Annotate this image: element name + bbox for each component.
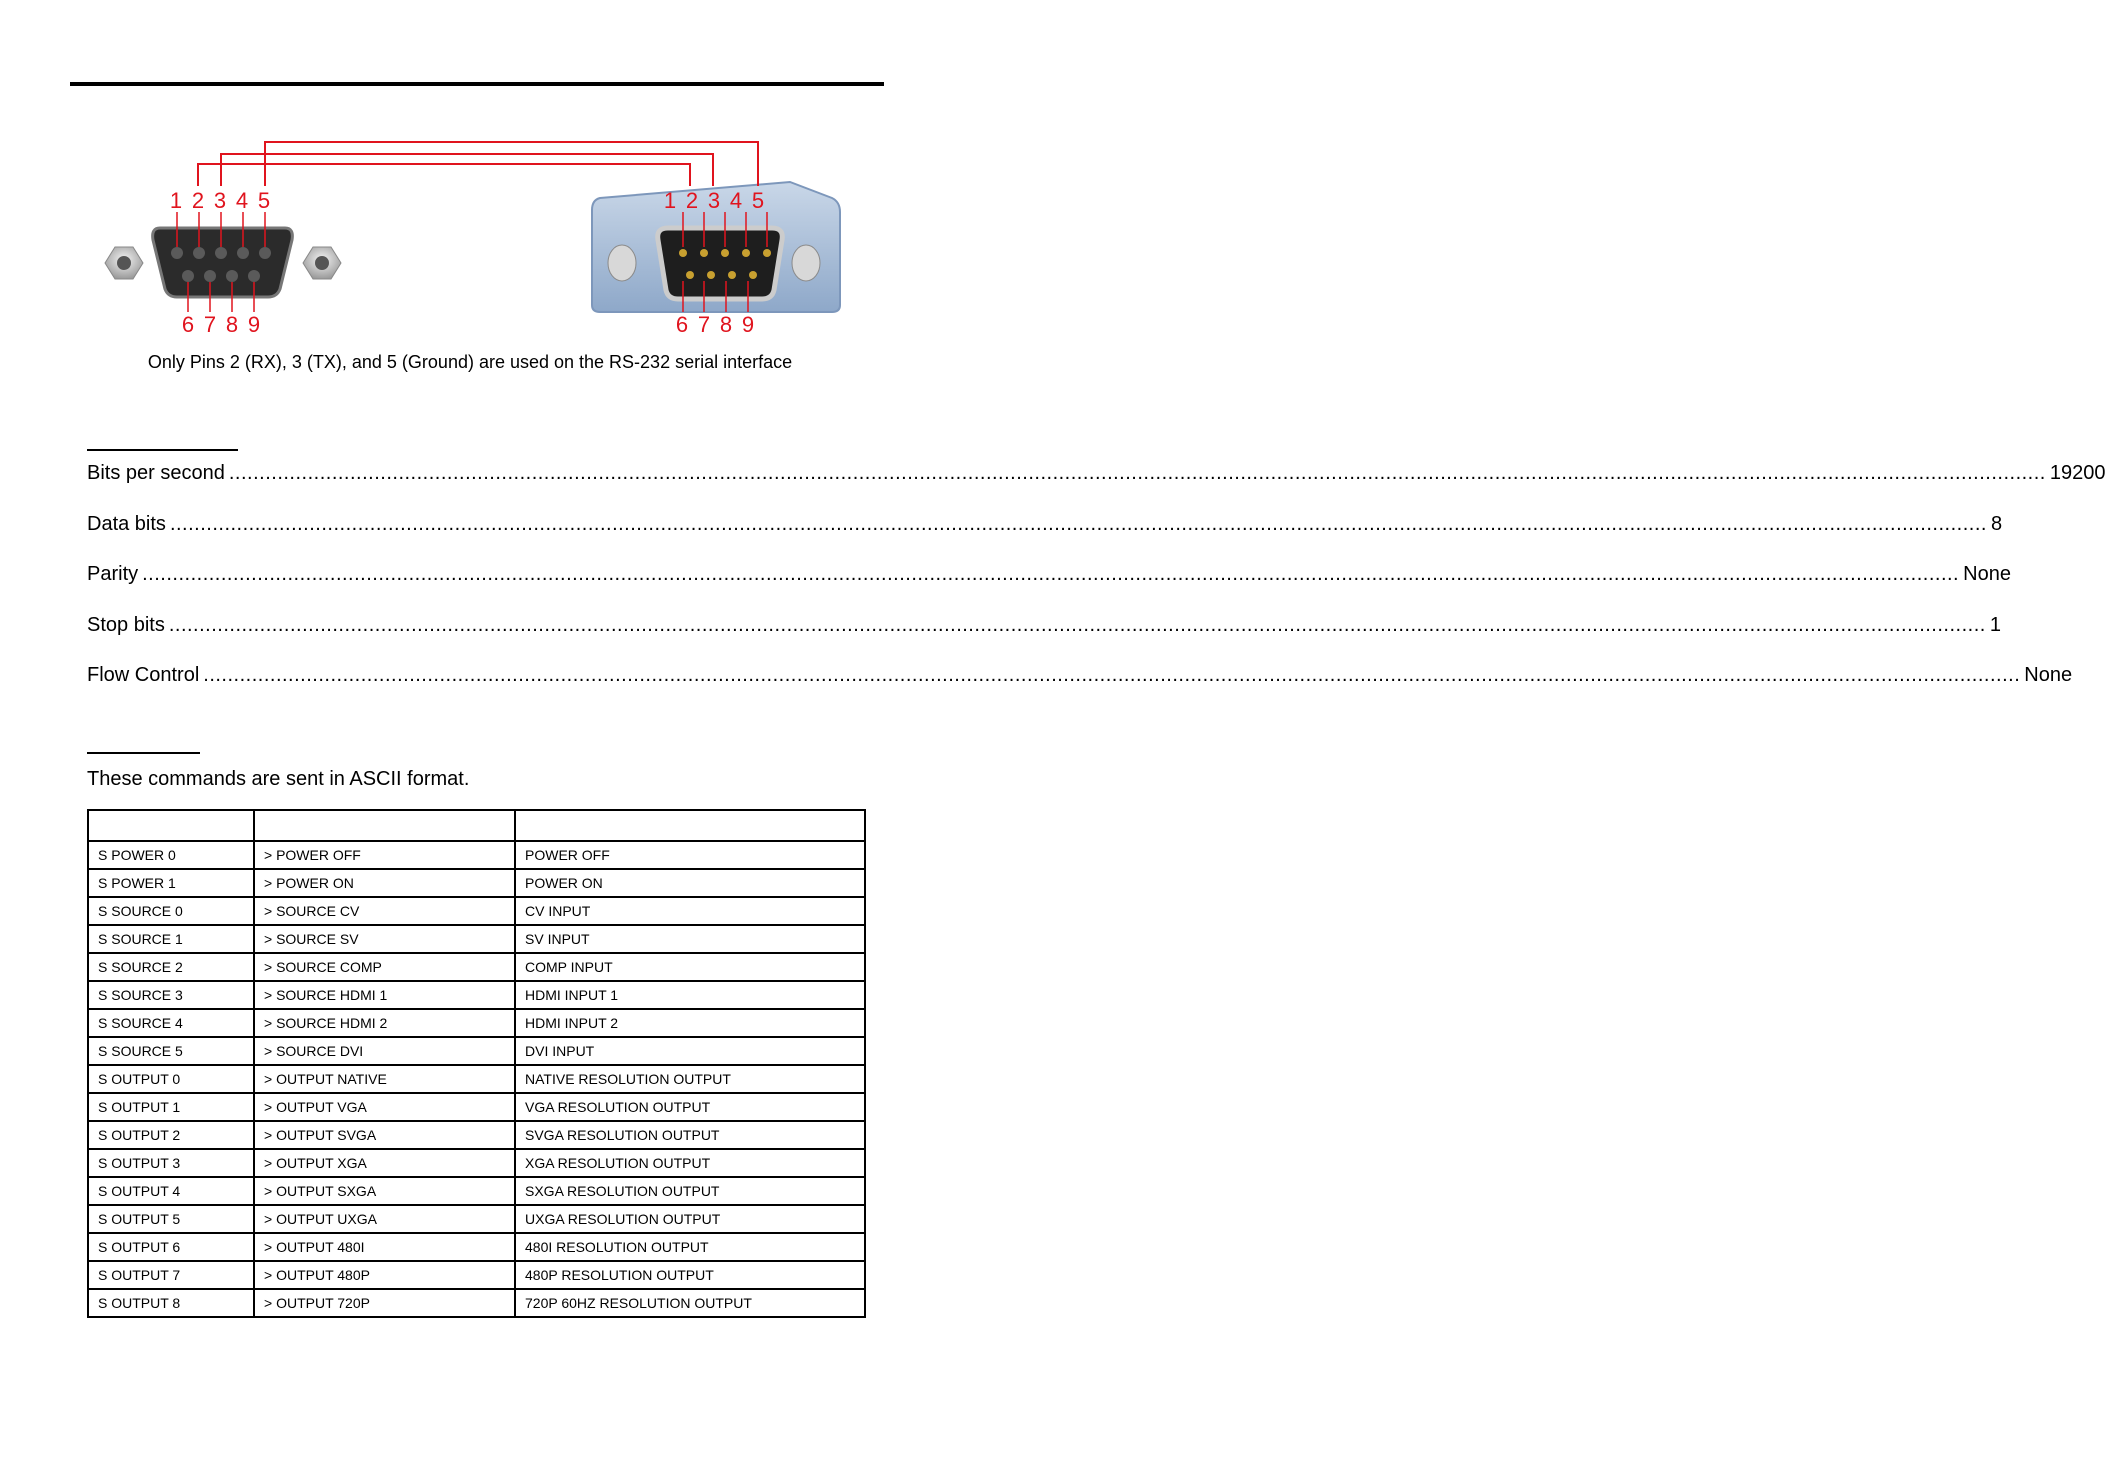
setting-value: None bbox=[2024, 664, 2073, 686]
table-cell: > OUTPUT 480P bbox=[254, 1261, 515, 1289]
table-cell: > OUTPUT SVGA bbox=[254, 1121, 515, 1149]
table-cell: COMP INPUT bbox=[515, 953, 865, 981]
right-top-pin-label: 3 bbox=[707, 188, 721, 213]
serial-settings-list bbox=[87, 462, 2105, 715]
setting-value: 8 bbox=[1990, 512, 2003, 535]
table-row bbox=[88, 1121, 865, 1149]
commands-intro: These commands are sent in ASCII format. bbox=[87, 768, 470, 790]
right-top-pin-label: 4 bbox=[729, 188, 743, 213]
table-row bbox=[88, 841, 865, 869]
table-row bbox=[88, 1065, 865, 1093]
table-cell: > OUTPUT XGA bbox=[254, 1149, 515, 1177]
dot-leader: ............................................................................................................................................................................................................................................................................................................ bbox=[203, 664, 2021, 686]
setting-value: None bbox=[1963, 563, 2011, 585]
right-bottom-pin-label: 6 bbox=[675, 312, 689, 337]
setting-value: 1 bbox=[1989, 613, 2001, 636]
left-top-pin-label: 3 bbox=[213, 188, 227, 213]
right-bottom-pin-label: 9 bbox=[741, 312, 755, 337]
table-cell: > SOURCE COMP bbox=[254, 953, 515, 981]
table-cell: > OUTPUT SXGA bbox=[254, 1177, 515, 1205]
right-top-pin-label: 5 bbox=[751, 188, 765, 213]
table-row bbox=[88, 1037, 865, 1065]
commands-table bbox=[87, 809, 866, 1318]
table-cell: DVI INPUT bbox=[515, 1037, 865, 1065]
table-row bbox=[88, 1289, 865, 1317]
left-bottom-pin-label: 6 bbox=[181, 312, 195, 337]
table-cell: 480I RESOLUTION OUTPUT bbox=[515, 1233, 865, 1261]
setting-value: 19200 bbox=[2049, 462, 2105, 484]
dot-leader: ............................................................................................................................................................................................................................................................................................................ bbox=[228, 462, 2046, 484]
left-bottom-pin-label: 9 bbox=[247, 312, 261, 337]
table-cell: S SOURCE 1 bbox=[88, 925, 254, 953]
table-cell: > OUTPUT 480I bbox=[254, 1233, 515, 1261]
left-db9-connector bbox=[105, 228, 341, 297]
right-top-pin-label: 2 bbox=[685, 188, 699, 213]
setting-row bbox=[87, 462, 2105, 513]
table-cell: S OUTPUT 5 bbox=[88, 1205, 254, 1233]
table-cell: > SOURCE SV bbox=[254, 925, 515, 953]
table-cell: > OUTPUT NATIVE bbox=[254, 1065, 515, 1093]
right-bottom-pin-label: 8 bbox=[719, 312, 733, 337]
table-cell: S OUTPUT 7 bbox=[88, 1261, 254, 1289]
table-header-cell bbox=[515, 810, 865, 841]
dot-leader: ............................................................................................................................................................................................................................................................................................................ bbox=[168, 613, 1986, 636]
table-header-row bbox=[88, 810, 865, 841]
setting-row bbox=[87, 664, 2073, 715]
table-cell: NATIVE RESOLUTION OUTPUT bbox=[515, 1065, 865, 1093]
right-connector-shell bbox=[658, 228, 783, 299]
serial-wires bbox=[198, 142, 758, 186]
table-cell: POWER ON bbox=[515, 869, 865, 897]
table-cell: S SOURCE 4 bbox=[88, 1009, 254, 1037]
table-cell: SXGA RESOLUTION OUTPUT bbox=[515, 1177, 865, 1205]
table-cell: S OUTPUT 8 bbox=[88, 1289, 254, 1317]
table-cell: S SOURCE 3 bbox=[88, 981, 254, 1009]
left-top-pin-label: 2 bbox=[191, 188, 205, 213]
table-cell: > POWER ON bbox=[254, 869, 515, 897]
table-cell: > OUTPUT VGA bbox=[254, 1093, 515, 1121]
left-top-pin-label: 1 bbox=[169, 188, 183, 213]
table-row bbox=[88, 953, 865, 981]
setting-label: Flow Control bbox=[87, 664, 200, 686]
table-cell: S OUTPUT 4 bbox=[88, 1177, 254, 1205]
setting-row bbox=[87, 613, 2001, 665]
table-cell: > POWER OFF bbox=[254, 841, 515, 869]
table-header-cell bbox=[254, 810, 515, 841]
table-cell: HDMI INPUT 1 bbox=[515, 981, 865, 1009]
table-cell: SV INPUT bbox=[515, 925, 865, 953]
table-cell: SVGA RESOLUTION OUTPUT bbox=[515, 1121, 865, 1149]
setting-label: Data bits bbox=[87, 512, 166, 535]
table-cell: S OUTPUT 2 bbox=[88, 1121, 254, 1149]
table-row bbox=[88, 1093, 865, 1121]
table-cell: > SOURCE HDMI 1 bbox=[254, 981, 515, 1009]
table-cell: > SOURCE CV bbox=[254, 897, 515, 925]
table-row bbox=[88, 1149, 865, 1177]
table-cell: UXGA RESOLUTION OUTPUT bbox=[515, 1205, 865, 1233]
table-cell: S OUTPUT 3 bbox=[88, 1149, 254, 1177]
table-cell: POWER OFF bbox=[515, 841, 865, 869]
wire-pin-3 bbox=[221, 154, 713, 186]
table-cell: 720P 60HZ RESOLUTION OUTPUT bbox=[515, 1289, 865, 1317]
table-cell: S OUTPUT 0 bbox=[88, 1065, 254, 1093]
table-row bbox=[88, 1233, 865, 1261]
table-row bbox=[88, 1177, 865, 1205]
table-row bbox=[88, 897, 865, 925]
table-cell: > SOURCE DVI bbox=[254, 1037, 515, 1065]
left-bottom-pin-label: 7 bbox=[203, 312, 217, 337]
table-cell: > SOURCE HDMI 2 bbox=[254, 1009, 515, 1037]
setting-label: Parity bbox=[87, 563, 139, 585]
commands-table-body bbox=[88, 841, 865, 1317]
dot-leader: ............................................................................................................................................................................................................................................................................................................ bbox=[169, 512, 1987, 535]
table-row bbox=[88, 1009, 865, 1037]
commands-heading-rule bbox=[87, 752, 200, 754]
table-cell: S SOURCE 2 bbox=[88, 953, 254, 981]
left-top-pin-label: 5 bbox=[257, 188, 271, 213]
table-cell: VGA RESOLUTION OUTPUT bbox=[515, 1093, 865, 1121]
left-bottom-pin-label: 8 bbox=[225, 312, 239, 337]
table-cell: S POWER 1 bbox=[88, 869, 254, 897]
table-header-cell bbox=[88, 810, 254, 841]
setting-label: Bits per second bbox=[87, 462, 225, 484]
table-cell: S OUTPUT 6 bbox=[88, 1233, 254, 1261]
setting-row bbox=[87, 512, 2003, 564]
setting-label: Stop bits bbox=[87, 613, 165, 636]
dot-leader: ............................................................................................................................................................................................................................................................................................................ bbox=[142, 563, 1960, 585]
table-cell: 480P RESOLUTION OUTPUT bbox=[515, 1261, 865, 1289]
table-cell: S SOURCE 0 bbox=[88, 897, 254, 925]
diagram-caption: Only Pins 2 (RX), 3 (TX), and 5 (Ground) are used on the RS-232 serial interface bbox=[147, 352, 793, 372]
table-cell: > OUTPUT UXGA bbox=[254, 1205, 515, 1233]
table-cell: > OUTPUT 720P bbox=[254, 1289, 515, 1317]
table-cell: S OUTPUT 1 bbox=[88, 1093, 254, 1121]
left-top-pin-label: 4 bbox=[235, 188, 249, 213]
table-row bbox=[88, 1261, 865, 1289]
table-cell: S SOURCE 5 bbox=[88, 1037, 254, 1065]
table-row bbox=[88, 1205, 865, 1233]
table-row bbox=[88, 981, 865, 1009]
setting-row bbox=[87, 563, 2011, 614]
left-connector-shell bbox=[153, 228, 293, 297]
table-cell: S POWER 0 bbox=[88, 841, 254, 869]
table-row bbox=[88, 925, 865, 953]
wire-pin-2 bbox=[198, 164, 690, 186]
right-top-pin-label: 1 bbox=[663, 188, 677, 213]
right-bottom-pin-label: 7 bbox=[697, 312, 711, 337]
rs232-pin-diagram bbox=[0, 120, 954, 360]
table-cell: HDMI INPUT 2 bbox=[515, 1009, 865, 1037]
top-rule bbox=[70, 82, 884, 86]
table-row bbox=[88, 869, 865, 897]
table-cell: XGA RESOLUTION OUTPUT bbox=[515, 1149, 865, 1177]
table-cell: CV INPUT bbox=[515, 897, 865, 925]
settings-heading-rule bbox=[87, 449, 238, 451]
